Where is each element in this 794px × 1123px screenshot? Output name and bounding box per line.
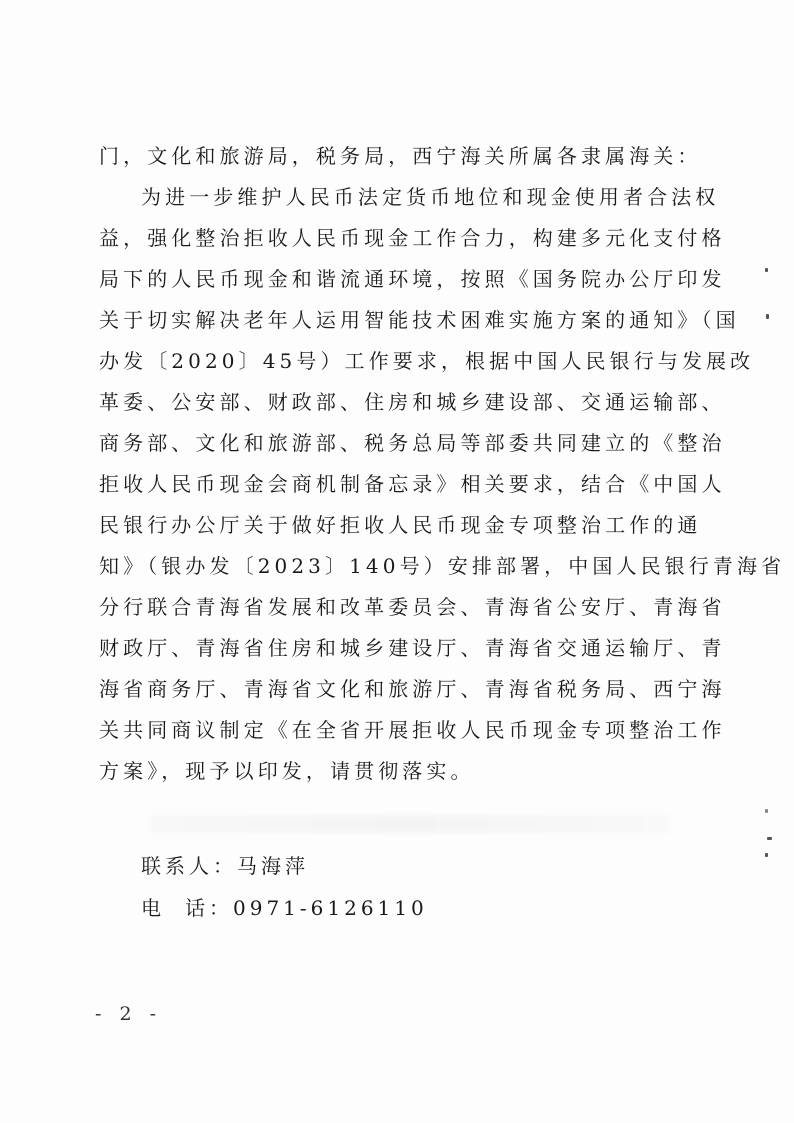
scan-artifact-mark <box>765 809 768 813</box>
body-line: 益，强化整治拒收人民币现金工作合力，构建多元化支付格 <box>99 226 726 250</box>
body-line: 局下的人民币现金和谐流通环境，按照《国务院办公厅印发 <box>99 267 726 291</box>
scan-artifact-mark <box>765 268 768 272</box>
body-line: 分行联合青海省发展和改革委员会、青海省公安厅、青海省 <box>99 595 726 619</box>
body-line: 革委、公安部、财政部、住房和城乡建设部、交通运输部、 <box>99 390 726 414</box>
body-line: 知》（银办发〔2023〕140号）安排部署，中国人民银行青海省 <box>99 554 786 578</box>
body-line: 财政厅、青海省住房和城乡建设厅、青海省交通运输厅、青 <box>99 636 726 660</box>
contact-person-row <box>141 845 428 887</box>
contact-phone-number: 0971-6126110 <box>233 896 428 920</box>
contact-block <box>141 845 428 929</box>
page-number: - 2 - <box>95 1003 163 1025</box>
contact-person-label: 联系人： <box>141 854 237 878</box>
contact-phone-row <box>141 887 428 929</box>
body-line: 门，文化和旅游局，税务局，西宁海关所属各隶属海关： <box>99 144 702 168</box>
scan-artifact-mark <box>767 837 772 840</box>
body-line: 关共同商议制定《在全省开展拒收人民币现金专项整治工作 <box>99 718 726 742</box>
contact-phone-label-part1: 电 <box>141 896 165 920</box>
body-line: 海省商务厅、青海省文化和旅游厅、青海省税务局、西宁海 <box>99 677 726 701</box>
notice-body <box>99 136 786 792</box>
body-line: 商务部、文化和旅游部、税务总局等部委共同建立的《整治 <box>99 431 726 455</box>
scan-artifact-mark <box>765 853 768 857</box>
contact-person-name: 马海萍 <box>237 854 309 878</box>
scan-bleed-through <box>150 815 670 833</box>
body-line: 拒收人民币现金会商机制备忘录》相关要求，结合《中国人 <box>99 472 726 496</box>
contact-phone-label-part2: 话： <box>185 896 233 920</box>
body-line: 方案》，现予以印发，请贯彻落实。 <box>99 759 475 783</box>
body-line: 民银行办公厅关于做好拒收人民币现金专项整治工作的通 <box>99 513 702 537</box>
body-line: 为进一步维护人民币法定货币地位和现金使用者合法权 <box>141 185 720 209</box>
body-line: 办发〔2020〕45号）工作要求，根据中国人民银行与发展改 <box>99 349 755 373</box>
scan-artifact-mark <box>766 314 769 319</box>
body-line: 关于切实解决老年人运用智能技术困难实施方案的通知》（国 <box>99 308 740 332</box>
